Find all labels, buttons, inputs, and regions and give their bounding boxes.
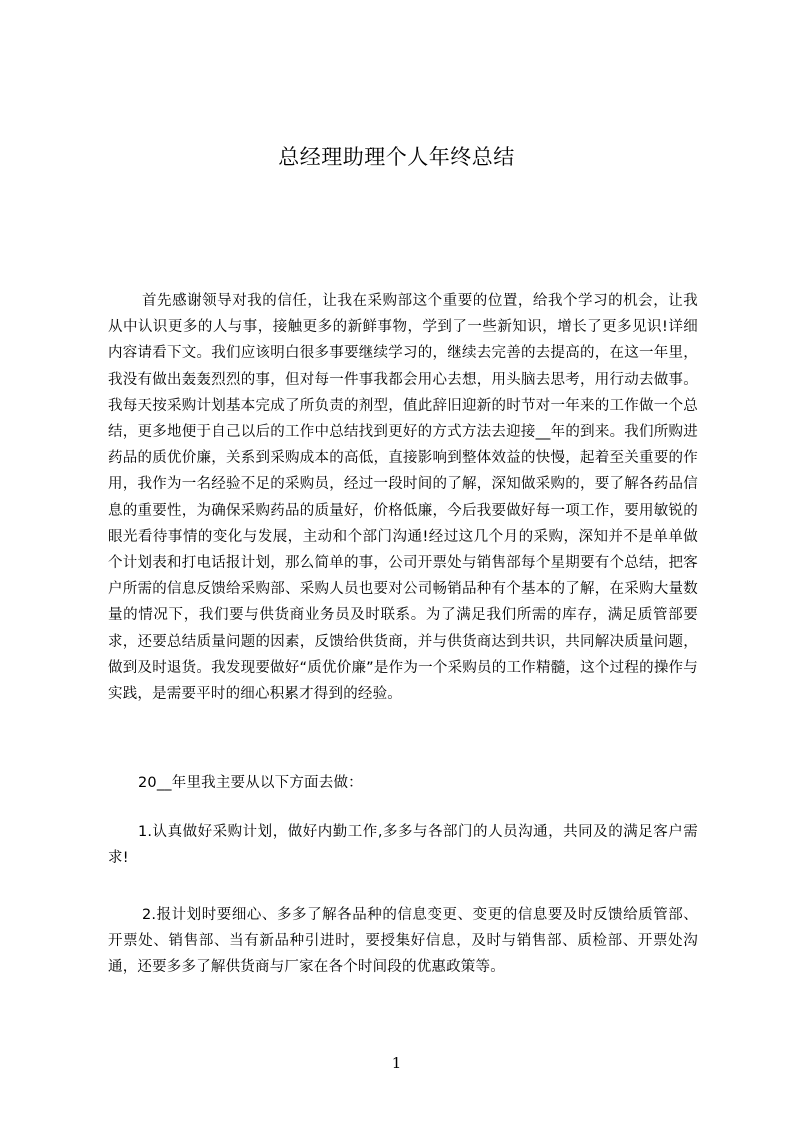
paragraph-item-2: 2.报计划时要细心、多多了解各品种的信息变更、变更的信息要及时反馈给质管部、开票处、销售部、当有新品种引进时，要授集好信息，及时与销售部、质检部、开票处沟通，还要多多了解供货商与厂家在各个时间段的优惠政策等。 [108, 907, 698, 976]
paragraph-intro: 首先感谢领导对我的信任，让我在采购部这个重要的位置，给我个学习的机会，让我从中认识更多的人与事，接触更多的新鲜事物，学到了一些新知识，增长了更多见识!详细内容请看下文。我们应该明白很多事要继续学习的，继续去完善的去提高的，在这一年里，我没有做出轰轰烈烈的事，但对每一件事我都会用心去想，用头脑去思考，用行动去做事。我每天按采购计划基本完成了所负责的剂型，值此辞旧迎新的时节对一年来的工作做一个总结，更多地便于自己以后的工作中总结找到更好的方式方法去迎接__年的到来。我们所购进药品的质优价廉，关系到采购成本的高低，直接影响到整体效益的快慢，起着至关重要的作用，我作为一名经验不足的采购员，经过一段时间的了解，深知做采购的，要了解各药品信息的重要性，为确保采购药品的质量好，价格低廉，今后我要做好每一项工作，要用敏锐的眼光看待事情的变化与发展，主动和个部门沟通!经过这几个月的采购，深知并不是单单做个计划表和打电话报计划，那么简单的事，公司开票处与销售部每个星期要有个总结，把客户所需的信息反馈给采购部、采购人员也要对公司畅销品种有个基本的了解，在采购大量数量的情况下，我们要与供货商业务员及时联系。为了满足我们所需的库存，满足质管部要求，还要总结质量问题的因素，反馈给供货商，并与供货商达到共识，共同解决质量问题，做到及时退货。我发现要做好“质优价廉”是作为一个采购员的工作精髓，这个过程的操作与实践，是需要平时的细心积累才得到的经验。 [108, 293, 698, 703]
paragraph-item-1: 1.认真做好采购计划，做好内勤工作,多多与各部门的人员沟通，共同及的满足客户需求! [108, 824, 698, 867]
page-number: 1 [391, 1054, 402, 1072]
paragraph-plan-heading: 20__年里我主要从以下方面去做： [138, 775, 363, 791]
document-title: 总经理助理个人年终总结 [278, 145, 515, 169]
